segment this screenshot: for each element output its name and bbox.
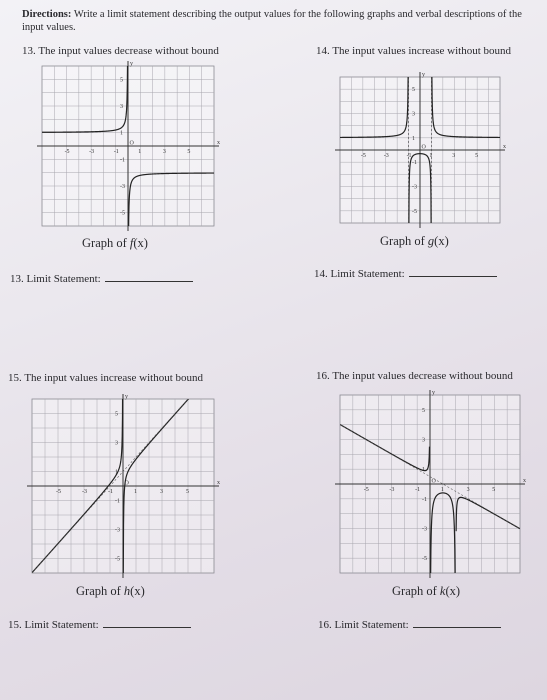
limit-statement-14: 14. Limit Statement: [314, 268, 497, 280]
y-axis-letter: y [422, 72, 425, 78]
x-tick-label: -1 [406, 153, 412, 159]
x-tick-label: 3 [160, 489, 163, 495]
y-tick-label: 1 [412, 135, 415, 142]
x-tick-label: -3 [383, 153, 389, 159]
y-axis-letter: y [432, 390, 435, 396]
y-tick-label: 3 [120, 104, 123, 110]
x-tick-label: 1 [429, 153, 433, 159]
x-axis-letter: x [217, 140, 220, 146]
problem-16-title [316, 370, 513, 382]
y-tick-label: -5 [412, 208, 417, 215]
limit-14-answer-blank[interactable] [409, 268, 497, 277]
problem-13-description: The input values decrease without bound [38, 45, 219, 57]
y-tick-label: 1 [422, 467, 425, 474]
limit-13-answer-blank[interactable] [105, 273, 193, 282]
problem-14-number: 14. [316, 45, 330, 57]
graph-k [334, 389, 526, 579]
x-tick-label: -3 [89, 149, 95, 155]
x-tick-label: 5 [475, 153, 479, 159]
origin-label: O [124, 480, 129, 487]
problem-14-title [316, 45, 511, 57]
graph-f-caption: Graph of f(x) [82, 236, 148, 250]
origin-label: O [431, 478, 436, 485]
x-tick-label: 5 [187, 149, 191, 155]
y-tick-label: 1 [120, 130, 123, 137]
y-tick-label: -1 [412, 160, 417, 167]
y-tick-label: -3 [412, 184, 417, 191]
x-tick-label: -1 [113, 149, 119, 155]
limit-15-answer-blank[interactable] [103, 619, 191, 628]
problem-13-title [22, 45, 219, 57]
problem-15-title [8, 372, 203, 384]
y-tick-label: -3 [422, 526, 427, 533]
y-tick-label: -5 [120, 210, 125, 217]
y-tick-label: 5 [412, 87, 415, 94]
y-tick-label: 3 [422, 437, 425, 444]
x-tick-label: 5 [186, 489, 189, 495]
y-tick-label: 5 [422, 407, 425, 414]
problem-16-description: The input values decrease without bound [332, 370, 513, 382]
x-axis-letter: x [523, 478, 526, 484]
graph-h [26, 393, 220, 579]
y-axis-letter: y [130, 61, 133, 67]
y-tick-label: -5 [422, 556, 427, 563]
x-tick-label: 3 [466, 487, 470, 493]
x-tick-label: -5 [56, 489, 61, 495]
limit-16-answer-blank[interactable] [413, 619, 501, 628]
x-tick-label: -1 [108, 489, 113, 495]
graph-g [334, 71, 506, 229]
x-tick-label: -5 [64, 149, 70, 155]
x-axis-letter: x [503, 144, 506, 150]
graph-h-caption: Graph of h(x) [76, 584, 145, 598]
y-tick-label: -3 [120, 184, 125, 190]
problem-13-number: 13. [22, 45, 36, 57]
problem-15-description: The input values increase without bound [24, 372, 204, 384]
x-axis-letter: x [217, 480, 220, 486]
origin-label: O [421, 144, 426, 151]
directions-label: Directions: [22, 9, 72, 20]
y-tick-label: 5 [115, 411, 118, 418]
limit-statement-13: 13. Limit Statement: [10, 273, 193, 285]
limit-statement-15: 15. Limit Statement: [8, 619, 191, 631]
x-tick-label: -3 [82, 489, 87, 495]
x-tick-label: -1 [415, 487, 421, 493]
x-tick-label: -5 [363, 487, 369, 493]
y-tick-label: -1 [115, 498, 120, 505]
problem-14-description: The input values increase without bound [332, 45, 512, 57]
y-tick-label: 5 [120, 77, 123, 84]
x-tick-label: 1 [440, 487, 444, 493]
x-tick-label: 3 [162, 149, 166, 155]
graph-f [36, 60, 220, 232]
y-axis-letter: y [125, 394, 128, 400]
y-tick-label: 3 [115, 440, 118, 447]
y-tick-label: -1 [120, 157, 125, 164]
y-tick-label: 3 [412, 111, 415, 118]
x-tick-label: -5 [360, 153, 366, 159]
graph-g-caption: Graph of g(x) [380, 234, 449, 248]
graph-k-caption: Graph of k(x) [392, 584, 461, 598]
x-tick-label: 1 [134, 489, 137, 495]
y-tick-label: -5 [115, 556, 120, 563]
x-tick-label: -3 [389, 487, 395, 493]
problem-16-number: 16. [316, 370, 330, 382]
y-tick-label: -3 [115, 527, 120, 534]
directions-text: Write a limit statement describing the output values for the following graphs and verbal descriptions of the input values. [22, 9, 522, 33]
directions [22, 8, 542, 34]
limit-statement-16: 16. Limit Statement: [318, 619, 501, 631]
y-tick-label: -1 [422, 496, 427, 503]
x-tick-label: 3 [452, 153, 456, 159]
problem-15-number: 15. [8, 372, 22, 384]
x-tick-label: 5 [492, 487, 496, 493]
x-tick-label: 1 [138, 149, 142, 155]
origin-label: O [129, 140, 134, 147]
y-tick-label: 1 [115, 469, 118, 476]
